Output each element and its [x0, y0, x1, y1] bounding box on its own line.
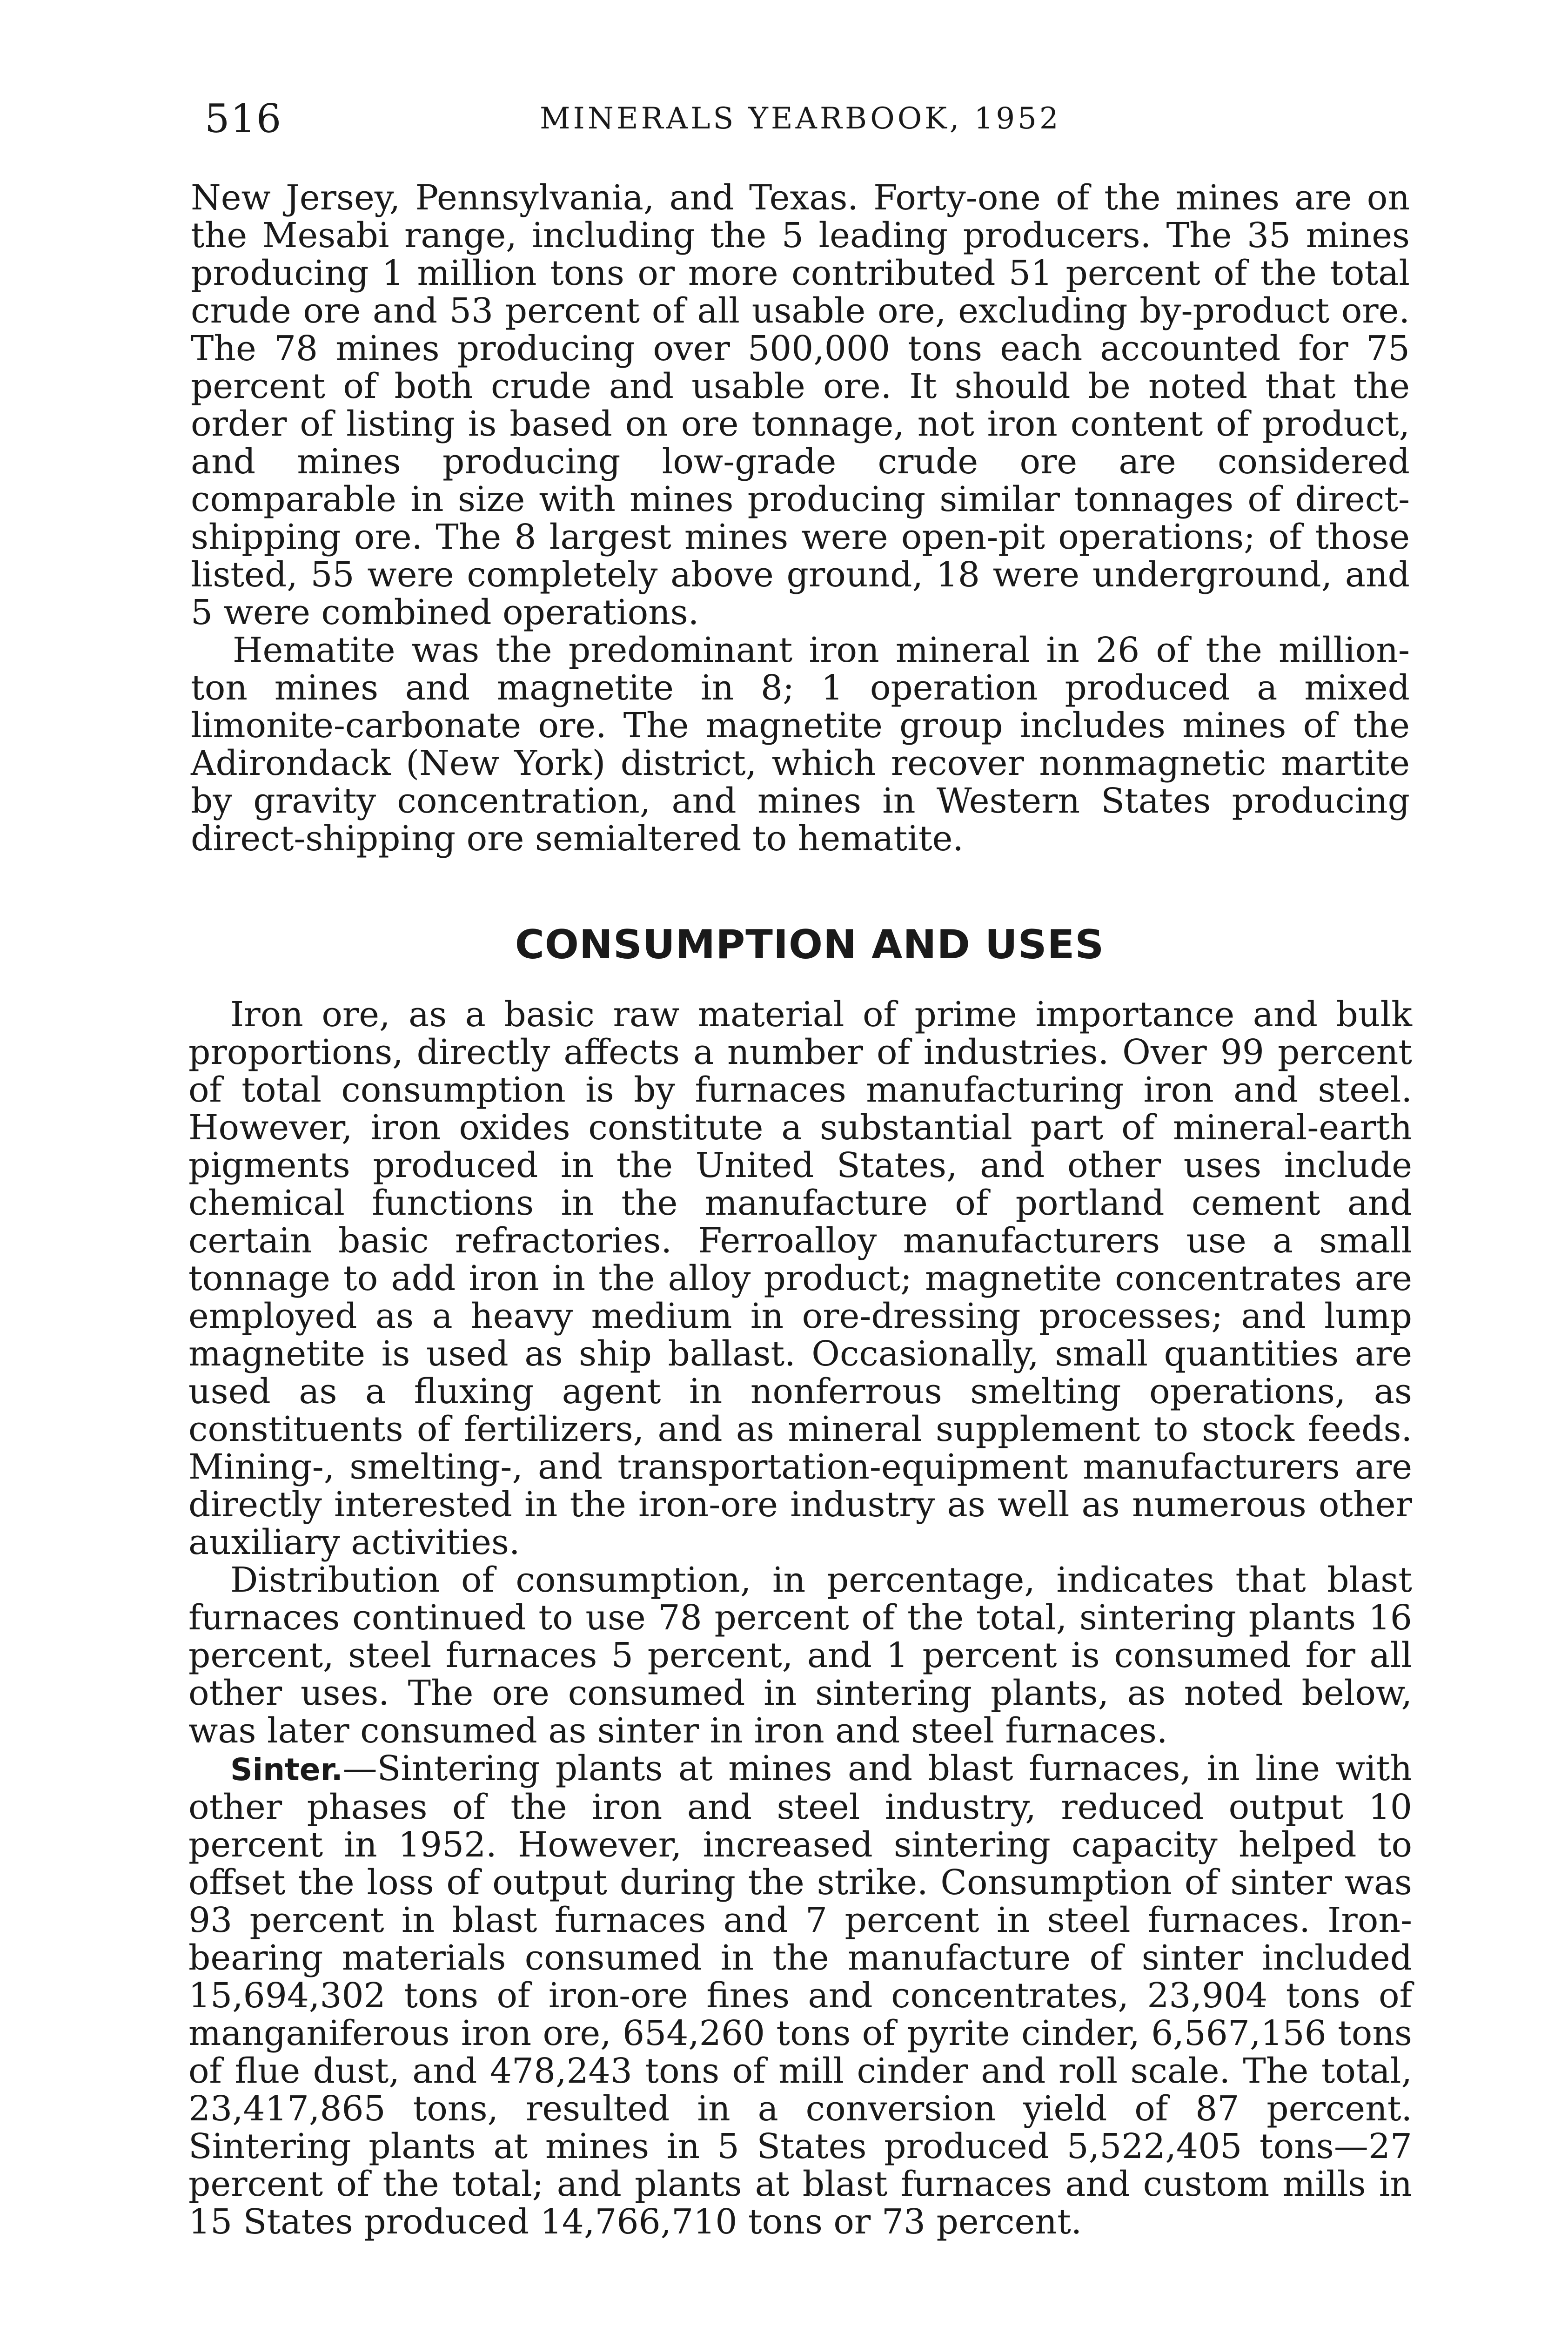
- consumption-text-block: [188, 996, 1412, 2241]
- running-title: MINERALS YEARBOOK, 1952: [540, 101, 1061, 136]
- sinter-run-in-heading: Sinter.: [230, 1752, 343, 1788]
- page-number: 516: [205, 96, 282, 141]
- running-head: [205, 93, 1414, 144]
- consumption-paragraph-uses: Iron ore, as a basic raw material of prime importance and bulk proportions, directly affects a number of industries. Over 99 percent of total consumption is by furnaces manufacturing iron and steel. However, iron oxides constitute a substantial part of mineral-earth pigments produced in the United States, and other uses include chemical functions in the manufacture of portland cement and certain basic refractories. Ferroalloy manufacturers use a small tonnage to add iron in the alloy product; magnetite concentrates are employed as a heavy medium in ore-dressing processes; and lump magnetite is used as ship ballast. Occasionally, small quantities are used as a fluxing agent in nonferrous smelting operations, as constituents of fertilizers, and as mineral supplement to stock feeds. Mining-, smelting-, and transportation-equipment manufacturers are directly interested in the iron-ore industry as well as numerous other auxiliary activities.: [188, 995, 1412, 1562]
- sinter-paragraph-text: —Sintering plants at mines and blast furnaces, in line with other phases of the iron and steel industry, reduced output 10 percent in 1952. However, increased sintering capacity helped to offset the loss of output during the strike. Consumption of sinter was 93 percent in blast furnaces and 7 percent in steel furnaces. Iron-bearing materials consumed in the manufacture of sinter included 15,694,302 tons of iron-ore fines and concentrates, 23,904 tons of manganiferous iron ore, 654,260 tons of pyrite cinder, 6,567,156 tons of flue dust, and 478,243 tons of mill cinder and roll scale. The total, 23,417,865 tons, resulted in a conversion yield of 87 percent. Sintering plants at mines in 5 States produced 5,522,405 tons—27 percent of the total; and plants at blast furnaces and custom mills in 15 States produced 14,766,710 tons or 73 percent.: [188, 1749, 1412, 2242]
- intro-paragraph-hematite: Hematite was the predominant iron mineral in 26 of the million-ton mines and magnetite in 8; 1 operation produced a mixed limonite-carbonate ore. The magnetite group includes mines of the Adirondack (New York) district, which recover nonmagnetic martite by gravity concentration, and mines in Western States producing direct-shipping ore semialtered to hematite.: [191, 630, 1410, 859]
- consumption-paragraph-distribution: Distribution of consumption, in percentage, indicates that blast furnaces continued to use 78 percent of the total, sintering plants 16 percent, steel furnaces 5 percent, and 1 percent is consumed for all other uses. The ore consumed in sintering plants, as noted below, was later consumed as sinter in iron and steel furnaces.: [188, 1560, 1412, 1751]
- intro-paragraph-continued: New Jersey, Pennsylvania, and Texas. Forty-one of the mines are on the Mesabi range, including the 5 leading producers. The 35 mines producing 1 million tons or more contributed 51 percent of the total crude ore and 53 percent of all usable ore, excluding by-product ore. The 78 mines producing over 500,000 tons each accounted for 75 percent of both crude and usable ore. It should be noted that the order of listing is based on ore tonnage, not iron content of product, and mines producing low-grade crude ore are considered comparable in size with mines producing similar tonnages of direct-shipping ore. The 8 largest mines were open-pit operations; of those listed, 55 were completely above ground, 18 were underground, and 5 were combined operations.: [191, 178, 1410, 632]
- intro-text-block: [191, 179, 1410, 858]
- section-heading-consumption: CONSUMPTION AND USES: [515, 921, 1105, 968]
- sinter-paragraph: [188, 1750, 1412, 2241]
